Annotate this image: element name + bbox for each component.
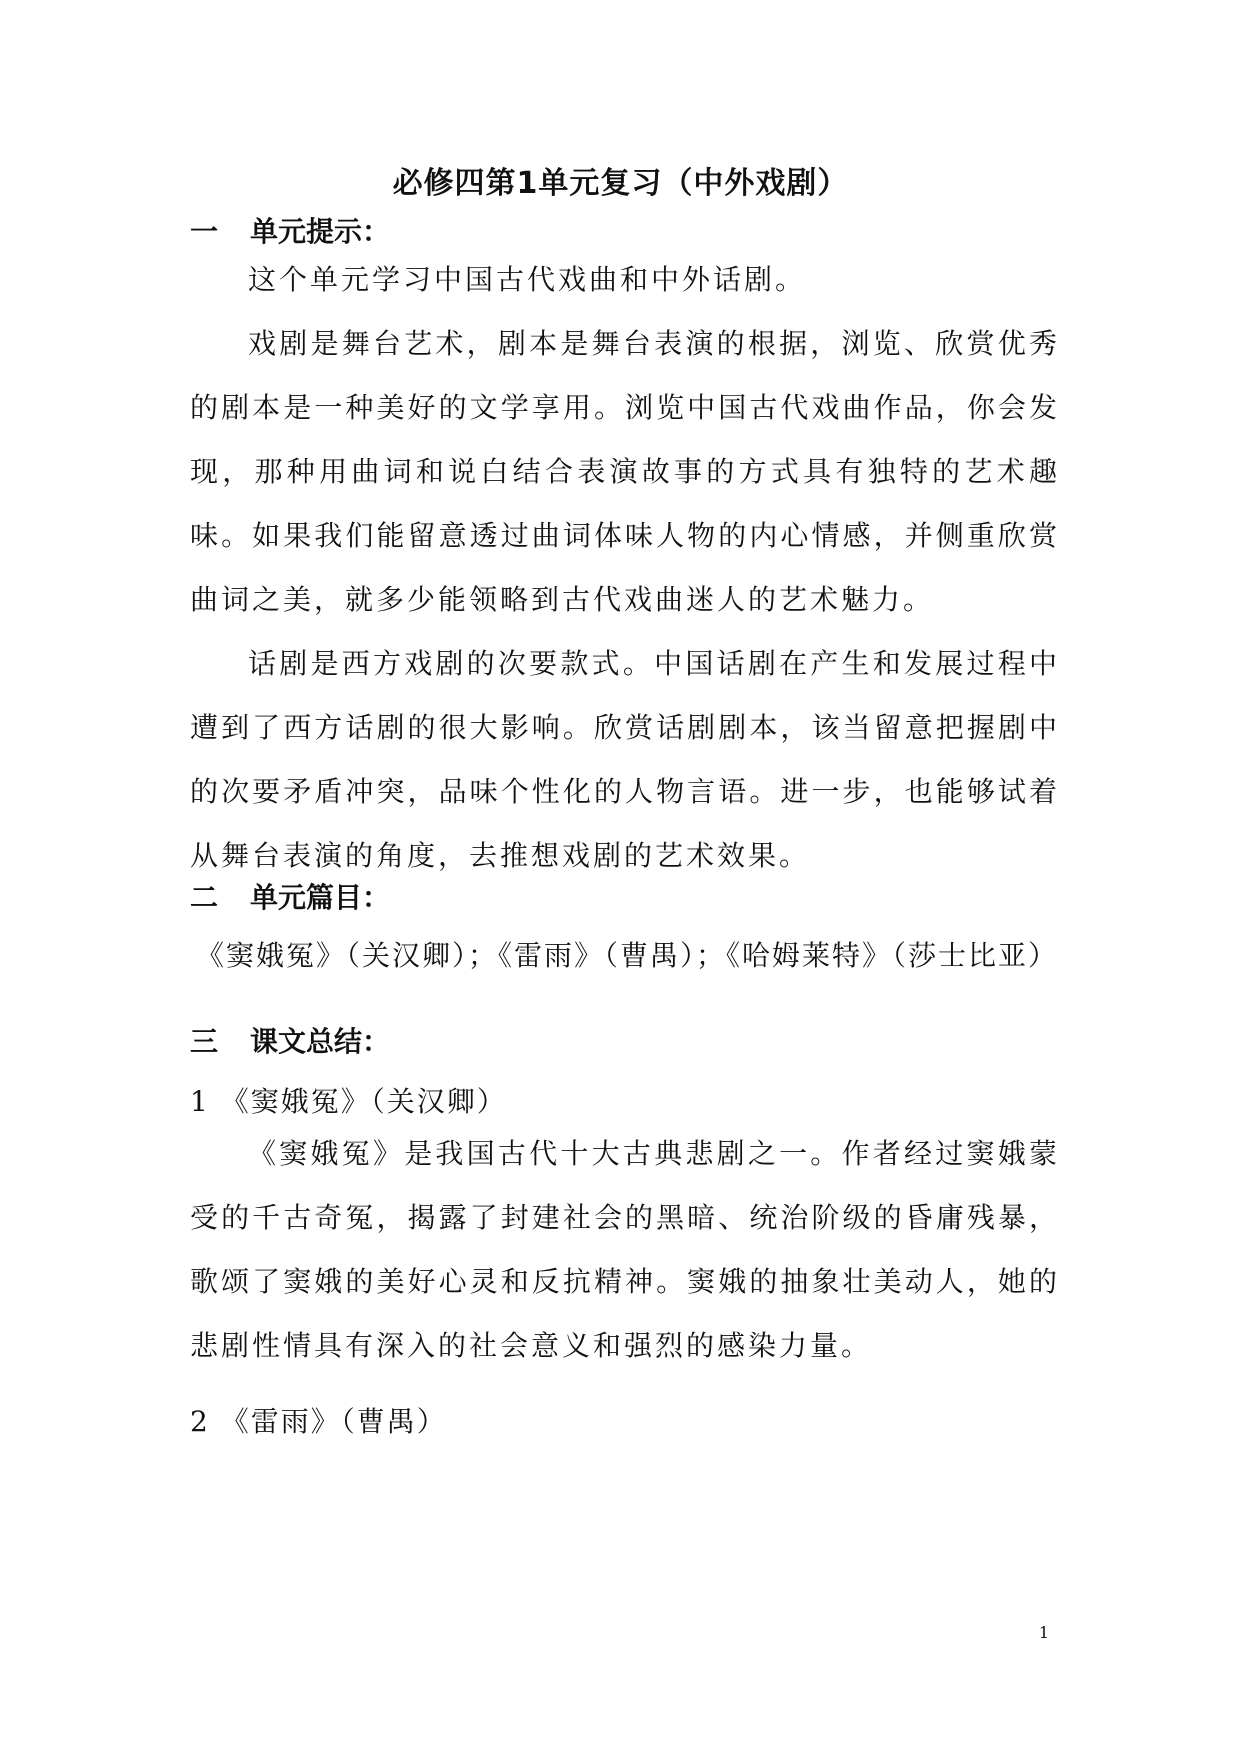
prompt-paragraph-3: 话剧是西方戏剧的次要款式。中国话剧在产生和发展过程中遭到了西方话剧的很大影响。欣赏话剧剧本，该当留意把握剧中的次要矛盾冲突，品味个性化的人物言语。进一步，也能够试着从舞台表演的角度，去推想戏剧的艺术效果。 <box>190 647 1060 872</box>
summary-item-1-text: 《窦娥冤》是我国古代十大古典悲剧之一。作者经过窦娥蒙受的千古奇冤，揭露了封建社会的黑暗、统治阶级的昏庸残暴，歌颂了窦娥的美好心灵和反抗精神。窦娥的抽象壮美动人，她的悲剧性情具有深入的社会意义和强烈的感染力量。 <box>190 1137 1060 1362</box>
works-list: 《窦娥冤》（关汉卿）；《雷雨》（曹禺）；《哈姆莱特》（莎士比亚） <box>196 939 1059 972</box>
section-number: 三 <box>190 1025 219 1058</box>
section-number: 二 <box>190 881 219 914</box>
section-heading-3 <box>190 1020 390 1060</box>
section-label: 单元提示： <box>250 215 391 248</box>
summary-item-1-title: 1 《窦娥冤》（关汉卿） <box>190 1085 507 1118</box>
section-label: 单元篇目： <box>250 881 391 914</box>
summary-item-2-title: 2 《雷雨》（曹禺） <box>190 1405 447 1438</box>
prompt-paragraph-2: 戏剧是舞台艺术，剧本是舞台表演的根据，浏览、欣赏优秀的剧本是一种美好的文学享用。浏览中国古代戏曲作品，你会发现，那种用曲词和说白结合表演故事的方式具有独特的艺术趣味。如果我们能留意透过曲词体味人物的内心情感，并侧重欣赏曲词之美，就多少能领略到古代戏曲迷人的艺术魅力。 <box>190 327 1060 616</box>
section-number: 一 <box>190 215 219 248</box>
prompt-paragraph-1: 这个单元学习中国古代戏曲和中外话剧。 <box>248 263 807 296</box>
section-heading-1 <box>190 210 390 250</box>
page-title: 必修四第1单元复习（中外戏剧） <box>392 166 849 201</box>
section-heading-2 <box>190 876 390 916</box>
section-label: 课文总结： <box>250 1025 391 1058</box>
page-number: 1 <box>1038 1623 1049 1642</box>
